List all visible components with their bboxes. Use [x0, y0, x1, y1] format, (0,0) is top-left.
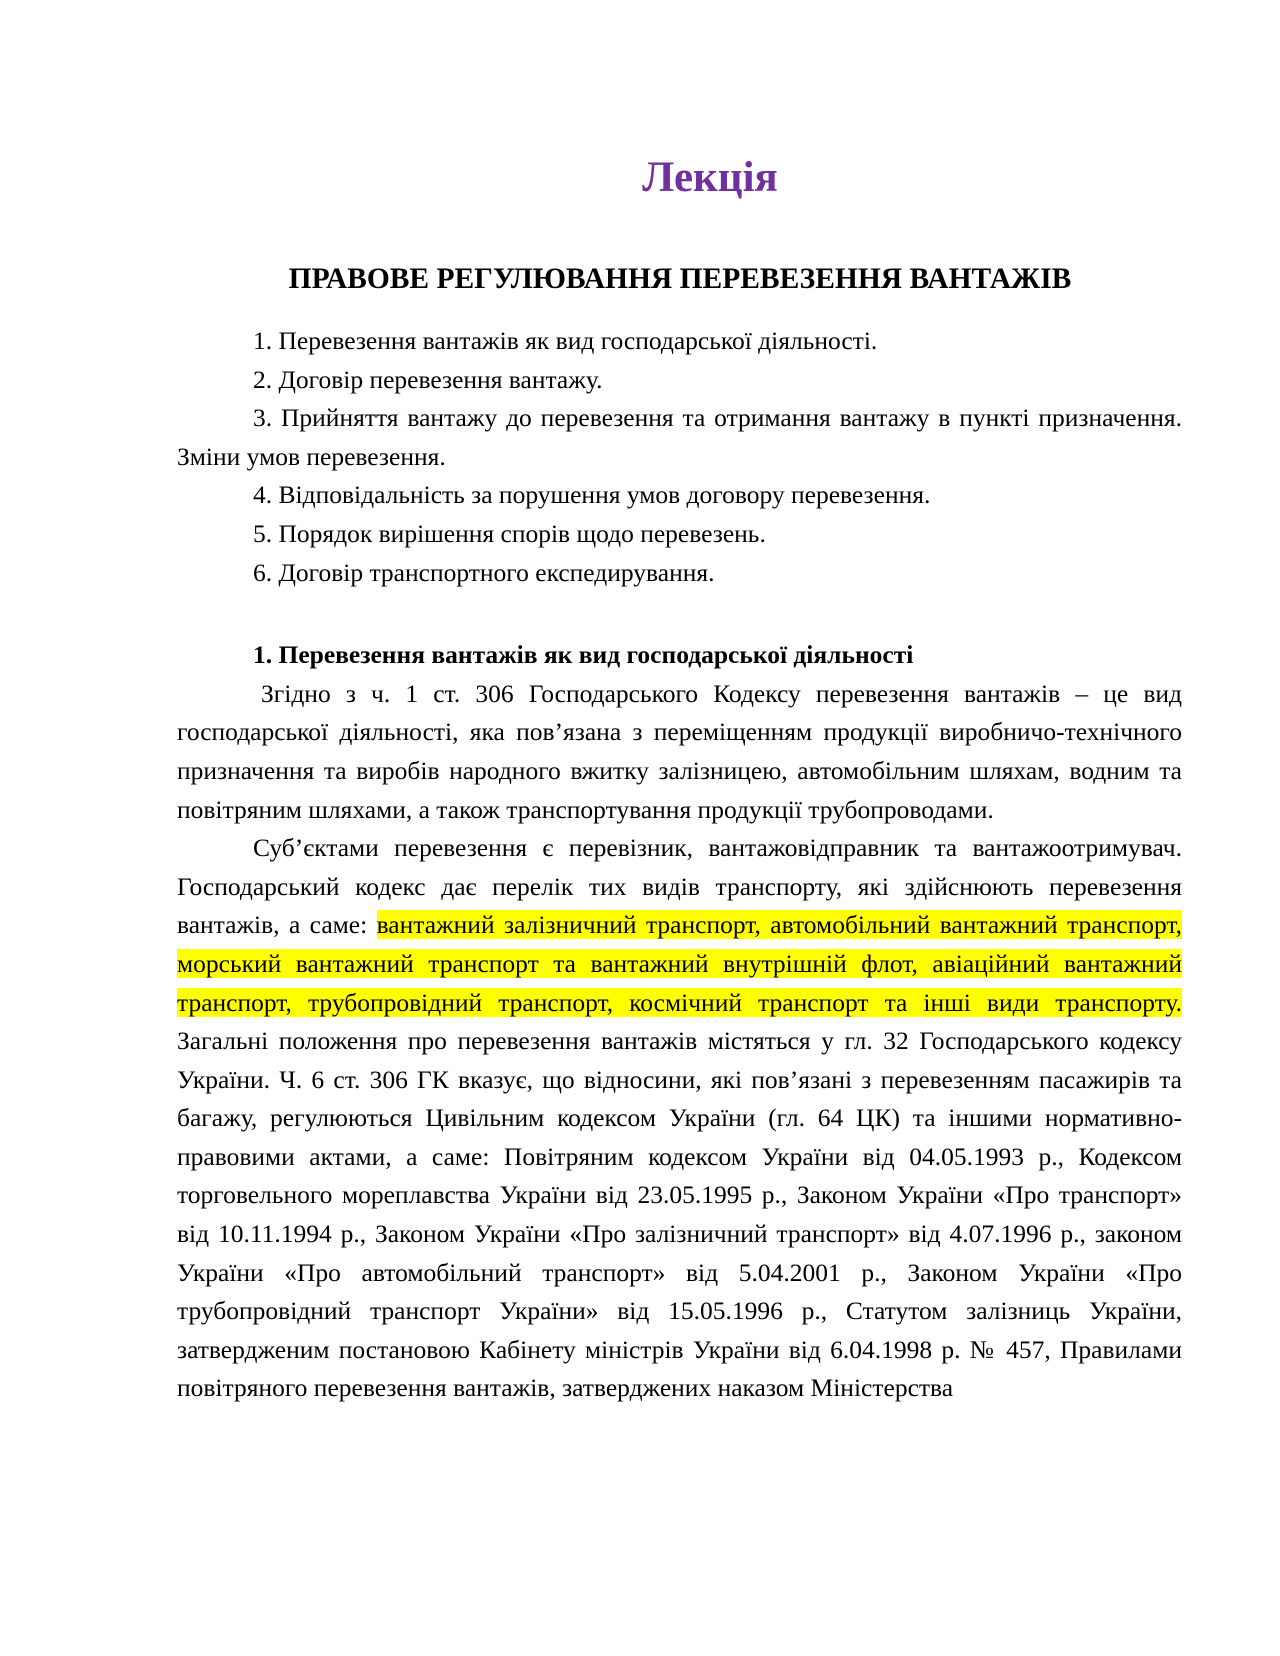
paragraph-2-rest: Загальні положення про перевезення вантажів містяться у гл. 32 Господарського кодексу України. Ч. 6 ст. 306 ГК вказує, що відносини, які пов’язані з перевезенням пасажирів та багажу, регулюються Цивільним кодексом України (гл. 64 ЦК) та іншими нормативно-правовими актами, а саме: Повітряним кодексом України від 04.05.1993 р., Кодексом торговельного мореплавства України від 23.05.1995 р., Законом України «Про транспорт» від 10.11.1994 р., Законом України «Про залізничний транспорт» від 4.07.1996 р., законом України «Про автомобільний транспорт» від 5.04.2001 р., Законом України «Про трубопровідний транспорт України» від 15.05.1996 р., Статутом залізниць України, затвердженим постановою Кабінету міністрів України від 6.04.1998 р. № 457, Правилами повітряного перевезення вантажів, затверджених наказом Міністерства	[177, 1026, 1182, 1403]
toc-item-5: 5. Порядок вирішення спорів щодо перевезень.	[253, 518, 766, 548]
toc-item-1: 1. Перевезення вантажів як вид господарської діяльності.	[253, 326, 878, 355]
section-heading: 1. Перевезення вантажів як вид господарської діяльності	[253, 640, 914, 670]
toc-item-3: 3. Прийняття вантажу до перевезення та отримання вантажу в пункті призначення. Зміни умов перевезення.	[177, 403, 1182, 471]
paragraph-1: Згідно з ч. 1 ст. 306 Господарського Кодексу перевезення вантажів – це вид господарської діяльності, яка пов’язана з переміщенням продукції виробничо-технічного призначення та виробів народного вжитку залізницею, автомобільним шляхам, водним та повітряним шляхами, а також транспортування продукції трубопроводами.	[177, 678, 1182, 824]
spacer	[177, 592, 1182, 636]
page-title: ПРАВОВЕ РЕГУЛЮВАННЯ ПЕРЕВЕЗЕННЯ ВАНТАЖІВ	[288, 263, 1072, 295]
highlighted-transport-list: вантажний залізничний транспорт, автомобільний вантажний транспорт, морський вантажний транспорт та вантажний внутрішній флот, авіаційний вантажний транспорт, трубопровідний транспорт, космічний транспорт та інші види транспорту.	[177, 910, 1183, 1017]
paragraph-2-intro: Суб’єктами перевезення є перевізник, вантажовідправник та вантажоотримувач. Господарський кодекс дає перелік тих видів транспорту, які здійснюють перевезення вантажів, а саме:	[177, 833, 1182, 940]
document-body	[177, 322, 1182, 1408]
toc-item-4: 4. Відповідальність за порушення умов договору перевезення.	[253, 480, 931, 510]
paragraph-2	[177, 829, 1182, 1408]
toc-item-6: 6. Договір транспортного експедирування.	[253, 557, 715, 587]
lecture-label: Лекція	[642, 154, 778, 201]
toc-item-2: 2. Договір перевезення вантажу.	[253, 364, 603, 394]
